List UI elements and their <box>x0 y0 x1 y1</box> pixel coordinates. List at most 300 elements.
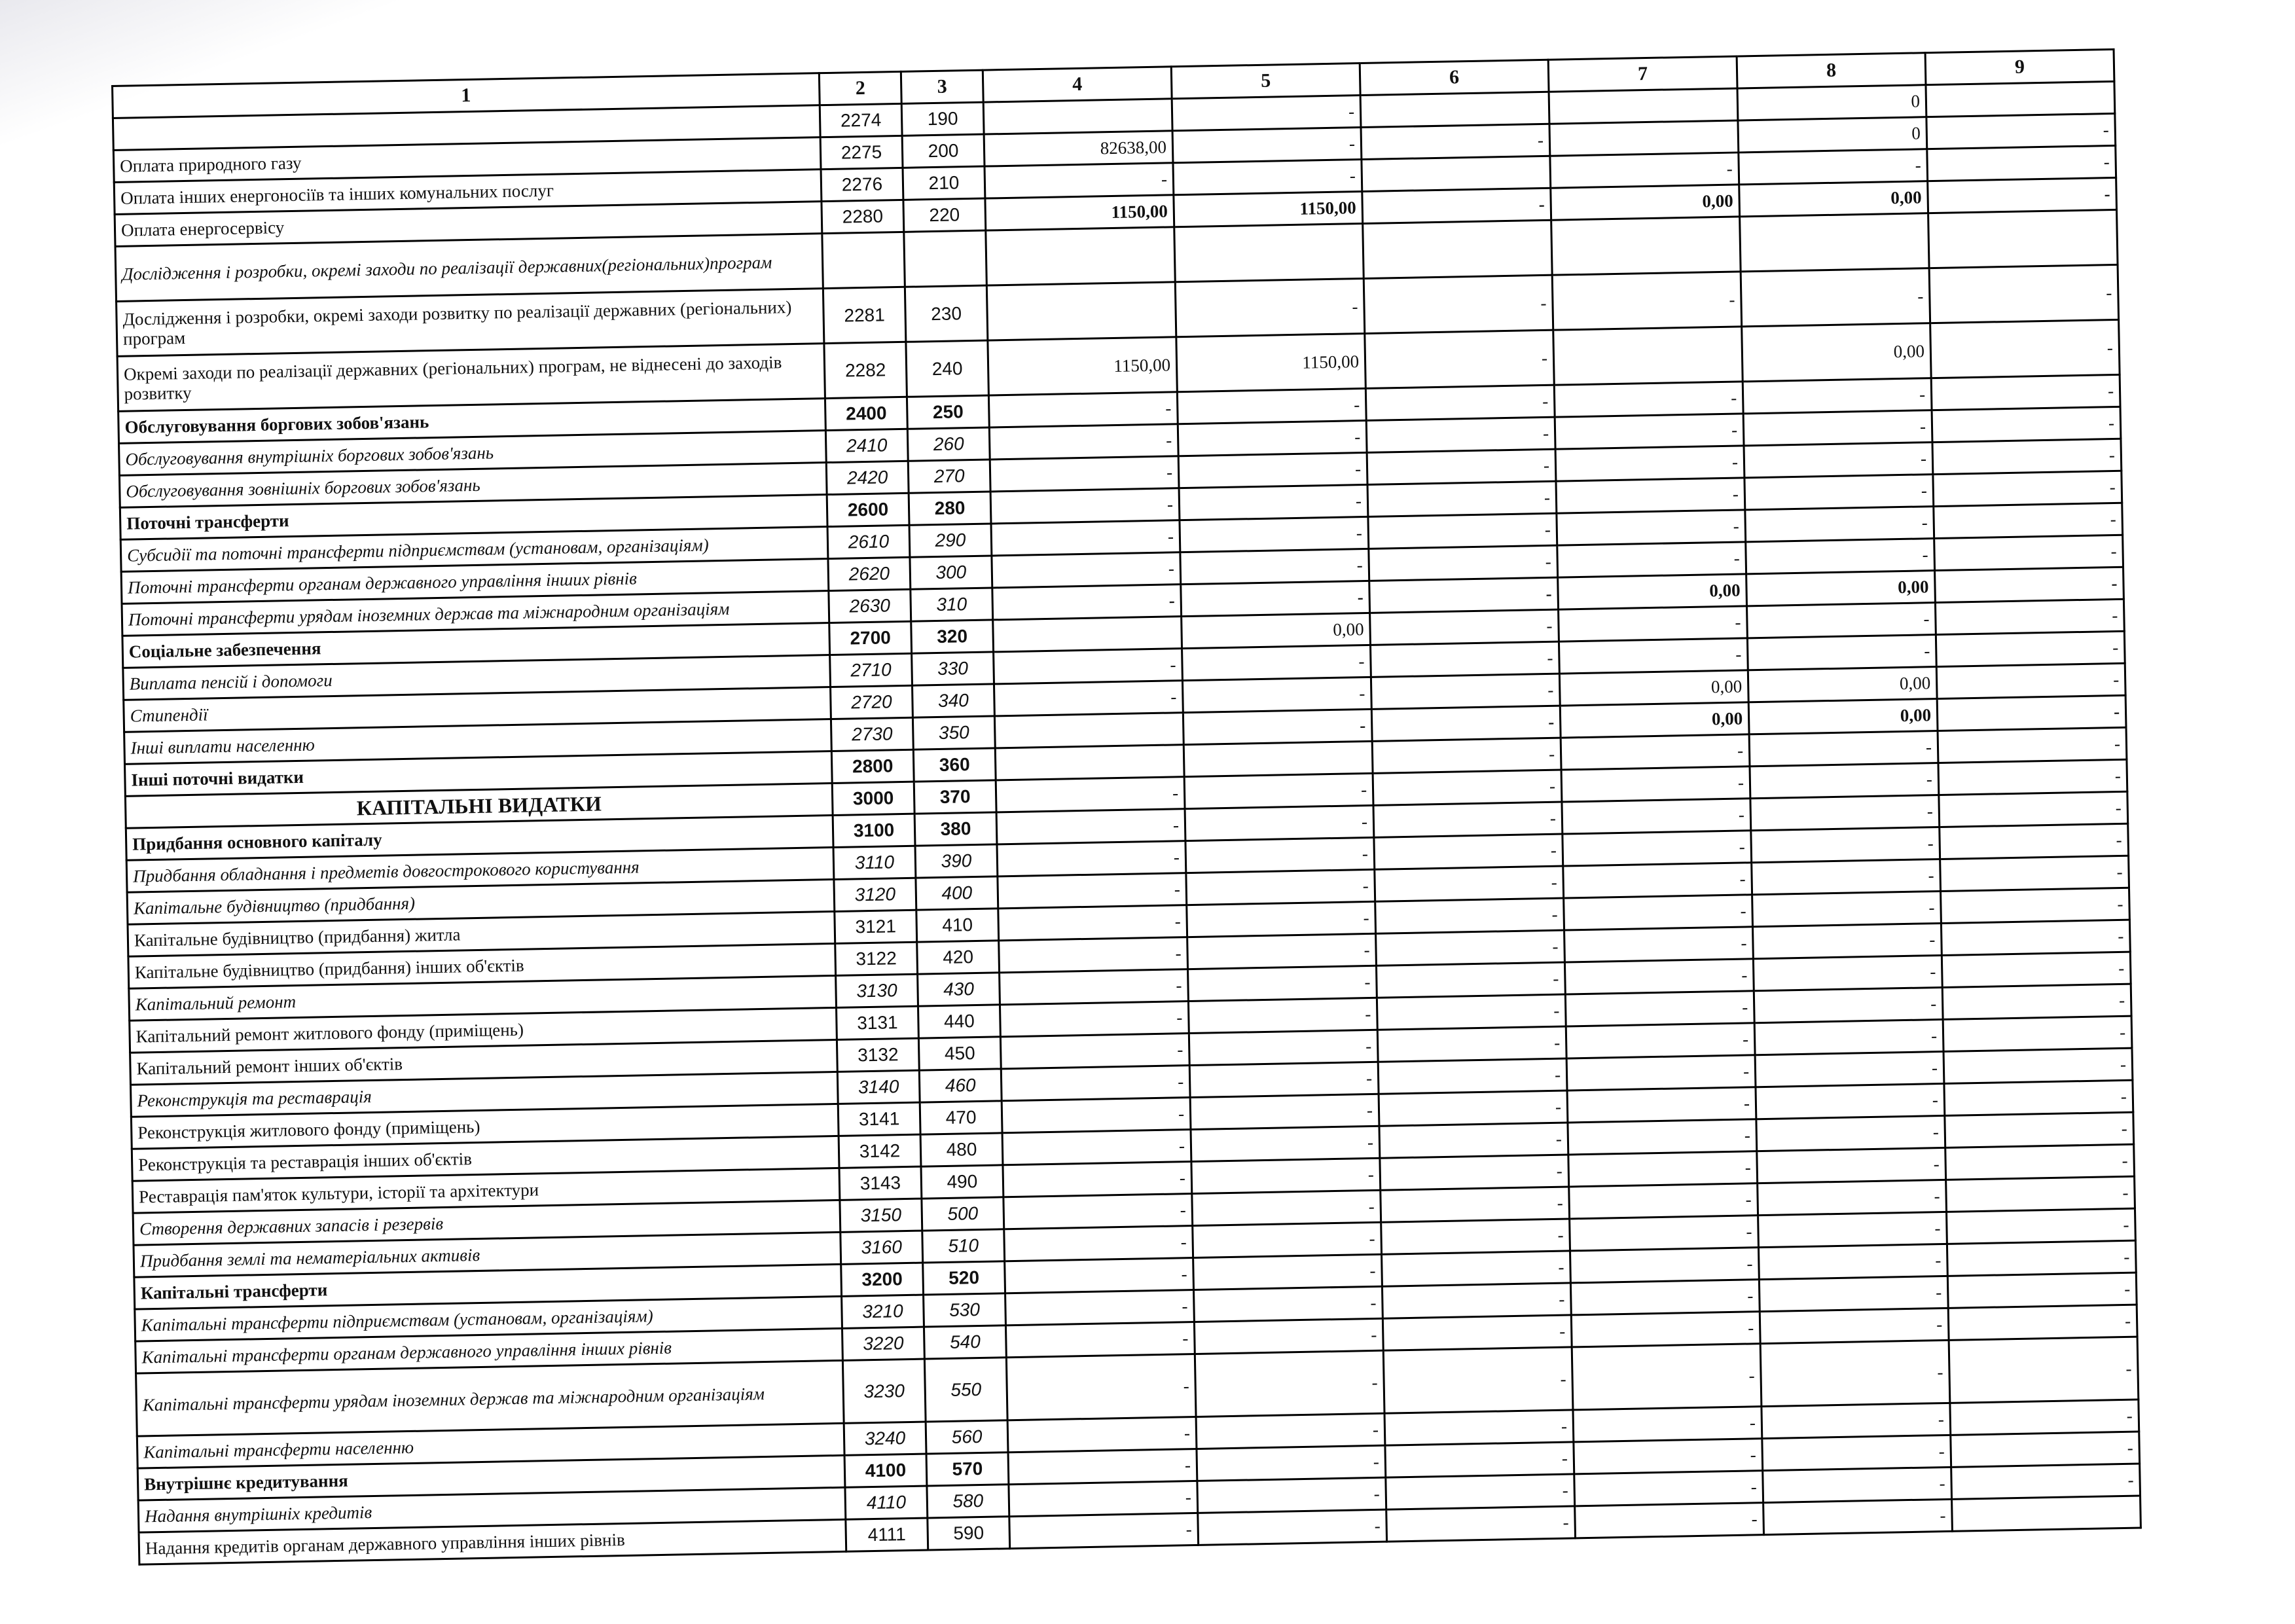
expense-item-name: Обслуговування боргових зобов'язань <box>118 399 826 444</box>
ekv-code: 2400 <box>825 397 907 430</box>
value-col-6: - <box>1367 449 1556 484</box>
value-col-4: - <box>994 649 1183 684</box>
value-col-6: - <box>1365 385 1555 420</box>
value-col-6: - <box>1376 930 1565 965</box>
line-code: 560 <box>926 1420 1008 1454</box>
value-col-4: - <box>1004 1226 1193 1261</box>
value-col-9: - <box>1947 1208 2136 1244</box>
value-col-8: - <box>1756 1115 1945 1151</box>
value-col-4: - <box>1002 1098 1191 1133</box>
value-col-9: - <box>1937 695 2126 731</box>
value-col-7: - <box>1559 606 1748 641</box>
line-code: 310 <box>911 588 993 621</box>
expense-item-name: Створення державних запасів і резервів <box>133 1200 840 1245</box>
value-col-7: - <box>1564 959 1754 994</box>
value-col-5: - <box>1197 1477 1386 1513</box>
value-col-6: - <box>1371 706 1561 741</box>
value-col-8: - <box>1760 1340 1950 1406</box>
expense-item-name: Придбання землі та нематеріальних активів <box>134 1232 841 1277</box>
expense-item-name: Окремі заходи по реалізації державних (регіональних) програм, не віднесені до заходів розвитку <box>117 344 825 412</box>
line-code: 330 <box>912 652 994 685</box>
value-col-5: - <box>1181 581 1370 616</box>
value-col-6: - <box>1379 1091 1568 1126</box>
column-header-9: 9 <box>1925 49 2114 84</box>
value-col-7: - <box>1563 831 1752 866</box>
column-header-8: 8 <box>1737 53 1926 88</box>
value-col-8: - <box>1741 268 1930 327</box>
value-col-9: - <box>1936 631 2125 666</box>
value-col-9: - <box>1946 1176 2135 1212</box>
value-col-4: - <box>998 905 1187 941</box>
value-col-9: - <box>1947 1240 2136 1276</box>
value-col-4: - <box>1003 1162 1192 1197</box>
value-col-6: - <box>1384 1410 1574 1445</box>
line-code: 440 <box>918 1005 1000 1038</box>
line-code: 550 <box>924 1358 1007 1422</box>
value-col-9: - <box>1943 1048 2133 1083</box>
value-col-9: - <box>1950 1399 2139 1435</box>
line-code: 300 <box>910 556 992 589</box>
value-col-4: - <box>997 841 1186 876</box>
ekv-code: 3200 <box>841 1263 924 1296</box>
expense-item-name: Реконструкція житлового фонду (приміщень) <box>131 1104 839 1149</box>
value-col-9: - <box>1942 952 2131 987</box>
line-code: 380 <box>914 812 997 846</box>
value-col-4: - <box>1009 1513 1199 1548</box>
value-col-6: - <box>1374 834 1563 869</box>
expense-item-name: Реставрація пам'яток культури, історії та архітектури <box>132 1168 840 1213</box>
value-col-8: - <box>1744 442 1933 478</box>
value-col-8: - <box>1754 987 1943 1022</box>
value-col-5: - <box>1187 933 1377 969</box>
value-col-5: 1150,00 <box>1176 333 1365 391</box>
value-col-9: - <box>1939 791 2128 827</box>
ekv-code: 3122 <box>835 942 918 975</box>
value-col-4: - <box>1003 1194 1193 1229</box>
line-code: 320 <box>911 620 994 653</box>
value-col-8: - <box>1754 1019 1943 1055</box>
value-col-4 <box>986 227 1175 285</box>
value-col-9: - <box>1929 264 2118 323</box>
column-header-3: 3 <box>901 70 983 103</box>
ekv-code: 3230 <box>842 1359 926 1423</box>
expense-item-name: Оплата енергосервісу <box>115 202 822 247</box>
value-col-9: - <box>1931 374 2120 410</box>
expense-item-name: Капітальні трансферти <box>134 1264 842 1309</box>
line-code: 280 <box>909 492 991 525</box>
ekv-code: 2630 <box>829 589 911 623</box>
value-col-5: - <box>1178 420 1367 456</box>
ekv-code: 3132 <box>837 1038 919 1072</box>
value-col-5: - <box>1186 869 1375 905</box>
value-col-6: - <box>1364 275 1553 333</box>
expense-item-name: Капітальний ремонт <box>129 975 837 1020</box>
column-header-5: 5 <box>1171 63 1360 99</box>
value-col-4: - <box>1005 1290 1195 1326</box>
expense-item-name: Оплата природного газу <box>113 137 821 183</box>
ekv-code: 4111 <box>846 1518 928 1551</box>
value-col-7: - <box>1566 1023 1755 1058</box>
line-code: 390 <box>915 844 998 878</box>
value-col-8: - <box>1750 795 1940 831</box>
column-header-7: 7 <box>1548 56 1737 92</box>
value-col-6: - <box>1380 1155 1569 1190</box>
expense-item-name: Виплата пенсій і допомоги <box>123 655 831 700</box>
line-code: 290 <box>909 524 992 557</box>
line-code: 270 <box>908 460 990 493</box>
value-col-5: - <box>1194 1318 1383 1354</box>
value-col-7: - <box>1569 1183 1758 1219</box>
value-col-9 <box>1926 81 2115 117</box>
ekv-code: 2275 <box>820 135 903 169</box>
value-col-5: - <box>1173 160 1362 195</box>
value-col-9: - <box>1930 319 2120 378</box>
ekv-code: 3220 <box>842 1327 924 1360</box>
value-col-8: - <box>1762 1435 1951 1470</box>
value-col-8: - <box>1763 1467 1952 1502</box>
value-col-6 <box>1362 156 1551 191</box>
ekv-code: 2610 <box>827 525 910 558</box>
value-col-5: - <box>1185 837 1375 873</box>
value-col-7: 0,00 <box>1558 574 1747 609</box>
line-code: 350 <box>913 716 995 749</box>
value-col-9: - <box>1927 145 2116 181</box>
value-col-5: - <box>1197 1445 1386 1481</box>
value-col-6: - <box>1369 545 1558 581</box>
line-code: 520 <box>923 1261 1005 1295</box>
value-col-8: - <box>1758 1212 1947 1247</box>
value-col-4: - <box>992 552 1181 588</box>
value-col-5: - <box>1184 773 1373 808</box>
ekv-code: 3240 <box>844 1422 926 1455</box>
value-col-4: 1150,00 <box>988 337 1177 395</box>
expense-item-name: Інші виплати населенню <box>124 719 832 765</box>
value-col-6: - <box>1382 1283 1571 1318</box>
expense-item-name: Надання кредитів органам державного управління інших рівнів <box>139 1519 846 1564</box>
value-col-4: - <box>1007 1416 1197 1452</box>
value-col-9: - <box>1938 759 2127 795</box>
value-col-6: - <box>1375 866 1564 901</box>
value-col-6: - <box>1365 330 1554 388</box>
value-col-7: - <box>1568 1119 1757 1155</box>
expense-item-name: КАПІТАЛЬНІ ВИДАТКИ <box>125 783 833 828</box>
value-col-9: - <box>1941 920 2130 955</box>
line-code: 210 <box>903 166 985 200</box>
value-col-5: - <box>1182 645 1371 680</box>
line-code: 340 <box>913 684 995 717</box>
column-header-1: 1 <box>113 73 820 118</box>
value-col-6: - <box>1370 609 1559 645</box>
value-col-9: - <box>1935 599 2124 634</box>
value-col-4: - <box>989 424 1178 460</box>
expense-item-name: Надання внутрішніх кредитів <box>138 1487 846 1532</box>
value-col-5: - <box>1194 1286 1383 1322</box>
value-col-4: - <box>988 392 1178 427</box>
value-col-5: - <box>1193 1254 1382 1290</box>
value-col-9: - <box>1942 984 2131 1019</box>
value-col-9: - <box>1938 727 2127 763</box>
expense-item-name: Соціальне забезпечення <box>122 623 830 668</box>
value-col-5: - <box>1180 549 1369 584</box>
ekv-code: 2410 <box>825 429 908 462</box>
value-col-5: - <box>1175 278 1364 336</box>
value-col-6: - <box>1368 513 1557 549</box>
ekv-code: 2800 <box>831 749 914 783</box>
value-col-9: - <box>1945 1112 2134 1147</box>
value-col-5 <box>1184 741 1373 776</box>
budget-report-sheet <box>111 48 2141 1566</box>
value-col-8: - <box>1743 378 1932 414</box>
column-header-6: 6 <box>1360 60 1549 95</box>
expense-item-name: Обслуговування зовнішніх боргових зобов'язань <box>119 463 827 508</box>
value-col-9: - <box>1947 1272 2137 1308</box>
value-col-7: - <box>1575 1503 1764 1538</box>
value-col-8: - <box>1762 1403 1951 1438</box>
value-col-9: - <box>1933 471 2122 506</box>
expense-item-name: Внутрішнє кредитування <box>137 1455 845 1500</box>
value-col-4: - <box>1002 1130 1191 1165</box>
value-col-7: - <box>1559 638 1748 674</box>
value-col-4: - <box>1005 1258 1194 1293</box>
expense-item-name: Інші поточні видатки <box>125 751 833 797</box>
value-col-9: - <box>1941 888 2130 923</box>
value-col-7: 0,00 <box>1560 702 1749 738</box>
value-col-4 <box>993 617 1182 652</box>
line-code: 260 <box>907 427 990 461</box>
value-col-4 <box>994 713 1184 748</box>
value-col-8: - <box>1759 1276 1948 1311</box>
line-code: 200 <box>902 134 985 168</box>
value-col-7: - <box>1572 1344 1762 1410</box>
ekv-code: 2720 <box>831 685 913 719</box>
ekv-code: 3000 <box>832 782 914 815</box>
expense-item-name: Субсидії та поточні трансферти підприємствам (установам, організаціям) <box>120 527 828 572</box>
column-header-4: 4 <box>983 67 1172 102</box>
value-col-9: - <box>1928 177 2117 213</box>
value-col-6: - <box>1386 1474 1575 1509</box>
value-col-4: 1150,00 <box>985 195 1174 230</box>
value-col-7: - <box>1573 1407 1762 1442</box>
value-col-5: 1150,00 <box>1174 192 1363 227</box>
value-col-7: - <box>1566 1055 1756 1091</box>
line-code: 410 <box>916 909 999 942</box>
value-col-8: - <box>1758 1244 1947 1279</box>
value-col-5: - <box>1183 709 1372 744</box>
value-col-6: - <box>1377 994 1566 1030</box>
value-col-7: - <box>1567 1087 1756 1123</box>
value-col-6: - <box>1372 738 1561 773</box>
expense-item-name: Поточні трансферти урядам іноземних держав та міжнародним організаціям <box>122 591 829 636</box>
value-col-6: - <box>1382 1315 1572 1350</box>
value-col-8: - <box>1752 859 1941 895</box>
value-col-9 <box>1952 1496 2141 1531</box>
value-col-5: - <box>1198 1509 1387 1545</box>
value-col-7: - <box>1561 734 1750 770</box>
value-col-8: - <box>1753 955 1942 990</box>
value-col-7: - <box>1562 799 1751 834</box>
expense-item-name: Капітальне будівництво (придбання) інших об'єктів <box>128 943 836 988</box>
line-code: 460 <box>919 1069 1002 1102</box>
value-col-8: - <box>1745 507 1934 542</box>
value-col-4: - <box>1000 969 1189 1005</box>
line-code: 230 <box>905 285 988 342</box>
value-col-8: 0,00 <box>1748 667 1937 702</box>
value-col-7: - <box>1574 1439 1763 1474</box>
value-col-8: - <box>1739 149 1928 185</box>
value-col-8: - <box>1756 1083 1945 1119</box>
line-code: 420 <box>917 941 1000 974</box>
value-col-9: - <box>1932 439 2122 474</box>
value-col-8: 0,00 <box>1748 699 1938 734</box>
line-code: 360 <box>913 748 996 782</box>
value-col-4: - <box>990 456 1179 492</box>
value-col-6 <box>1363 220 1552 278</box>
value-col-6: - <box>1371 674 1560 709</box>
ekv-code: 4100 <box>844 1454 927 1487</box>
value-col-7: - <box>1564 927 1754 962</box>
value-col-4: - <box>994 681 1183 716</box>
value-col-9: - <box>1935 567 2124 602</box>
line-code: 570 <box>926 1453 1009 1486</box>
expense-item-name: Капітальні трансферти населенню <box>137 1423 844 1468</box>
table-body <box>113 81 2141 1564</box>
value-col-7: - <box>1554 382 1743 417</box>
value-col-8: 0 <box>1738 117 1927 153</box>
value-col-9: - <box>1951 1432 2140 1467</box>
value-col-5: - <box>1178 452 1367 488</box>
expense-item-name: Капітальні трансферти органам державного управління інших рівнів <box>136 1328 843 1373</box>
value-col-9: - <box>1951 1464 2141 1499</box>
ekv-code: 3100 <box>833 814 915 847</box>
line-code: 240 <box>906 340 989 397</box>
value-col-4: 82638,00 <box>984 131 1173 166</box>
line-code: 590 <box>928 1517 1010 1550</box>
value-col-4: - <box>1009 1481 1198 1516</box>
value-col-5: - <box>1172 96 1361 131</box>
value-col-7: - <box>1555 414 1744 449</box>
value-col-6: - <box>1382 1251 1571 1286</box>
value-col-6: - <box>1381 1187 1570 1222</box>
value-col-8: - <box>1757 1147 1946 1183</box>
ekv-code: 3120 <box>834 878 916 911</box>
value-col-5: - <box>1180 516 1369 552</box>
value-col-5: 0,00 <box>1182 613 1371 648</box>
ekv-code: 2730 <box>831 717 913 751</box>
value-col-6: - <box>1366 417 1555 452</box>
value-col-6: - <box>1385 1442 1574 1477</box>
value-col-8: - <box>1743 410 1932 446</box>
value-col-6: - <box>1367 481 1557 516</box>
value-col-4: - <box>1001 1066 1190 1101</box>
value-col-4: - <box>991 520 1180 556</box>
line-code: 430 <box>918 973 1000 1006</box>
value-col-5: - <box>1189 1030 1378 1065</box>
ekv-code: 3110 <box>833 846 916 879</box>
expense-item-name: Обслуговування внутрішніх боргових зобов'язань <box>119 431 827 476</box>
value-col-4: - <box>998 873 1187 909</box>
value-col-7: 0,00 <box>1551 185 1740 220</box>
value-col-8: - <box>1751 827 1940 863</box>
value-col-6: - <box>1373 802 1563 837</box>
expense-item-name: Капітальне будівництво (придбання) житла <box>128 911 835 956</box>
ekv-code: 2281 <box>823 287 906 343</box>
value-col-7: - <box>1565 991 1754 1026</box>
expense-item-name: Капітальний ремонт інших об'єктів <box>130 1039 838 1085</box>
value-col-6: - <box>1379 1123 1568 1158</box>
ekv-code: 4110 <box>845 1486 928 1519</box>
value-col-7: - <box>1557 542 1746 577</box>
line-code: 540 <box>924 1326 1006 1359</box>
ekv-code: 2600 <box>827 493 909 526</box>
ekv-code: 2710 <box>830 653 913 687</box>
value-col-5: - <box>1188 965 1377 1001</box>
value-col-8: 0,00 <box>1742 323 1931 382</box>
line-code: 510 <box>922 1229 1005 1263</box>
expense-item-name: Дослідження і розробки, окремі заходи по реалізації державних(регіональних)програм <box>115 234 823 302</box>
expense-item-name: Капітальні трансферти підприємствам (установам, організаціям) <box>135 1296 842 1341</box>
value-col-5: - <box>1172 128 1362 163</box>
value-col-8: - <box>1752 891 1942 926</box>
line-code: 370 <box>914 780 996 814</box>
value-col-4: - <box>1008 1449 1197 1484</box>
ekv-code: 2282 <box>824 342 907 398</box>
value-col-5: - <box>1177 388 1366 424</box>
ekv-code: 3150 <box>840 1199 922 1232</box>
ekv-code: 3141 <box>838 1102 920 1136</box>
value-col-9: - <box>1936 663 2125 698</box>
ekv-code: 2276 <box>821 168 903 201</box>
value-col-8: - <box>1758 1180 1947 1215</box>
value-col-4: - <box>990 488 1180 524</box>
line-code: 450 <box>918 1037 1001 1070</box>
value-col-7: - <box>1568 1151 1758 1187</box>
value-col-4 <box>986 282 1176 340</box>
value-col-4: - <box>992 585 1182 620</box>
ekv-code: 2620 <box>828 557 911 590</box>
value-col-8: 0,00 <box>1746 571 1936 606</box>
expense-item-name: Оплата інших енергоносіїв та інших комунальних послуг <box>114 170 822 215</box>
value-col-7 <box>1553 327 1743 385</box>
ekv-code: 3121 <box>835 910 917 943</box>
value-col-8: - <box>1749 731 1938 767</box>
value-col-9: - <box>1944 1080 2133 1115</box>
value-col-4: - <box>996 777 1185 812</box>
ekv-code: 2274 <box>820 103 902 137</box>
value-col-7: - <box>1557 510 1746 545</box>
ekv-code: 3142 <box>839 1134 921 1168</box>
value-col-5: - <box>1193 1222 1382 1257</box>
ekv-code: 3131 <box>837 1006 919 1039</box>
line-code: 500 <box>922 1197 1004 1231</box>
value-col-6: - <box>1378 1058 1567 1094</box>
line-code: 250 <box>907 395 989 429</box>
expense-item-name: Придбання основного капіталу <box>126 815 833 860</box>
value-col-8: - <box>1744 475 1934 510</box>
ekv-code: 3140 <box>837 1070 920 1104</box>
value-col-4 <box>983 99 1172 134</box>
value-col-6: - <box>1377 1026 1566 1062</box>
value-col-9 <box>1928 209 2118 268</box>
value-col-5: - <box>1185 805 1374 840</box>
line-code: 400 <box>916 876 998 910</box>
value-col-6: - <box>1361 124 1550 159</box>
value-col-5: - <box>1191 1158 1381 1193</box>
value-col-5: - <box>1179 484 1368 520</box>
value-col-5 <box>1174 224 1364 282</box>
value-col-7: - <box>1563 863 1752 898</box>
value-col-4: - <box>1006 1354 1196 1420</box>
value-col-6: - <box>1369 577 1559 613</box>
